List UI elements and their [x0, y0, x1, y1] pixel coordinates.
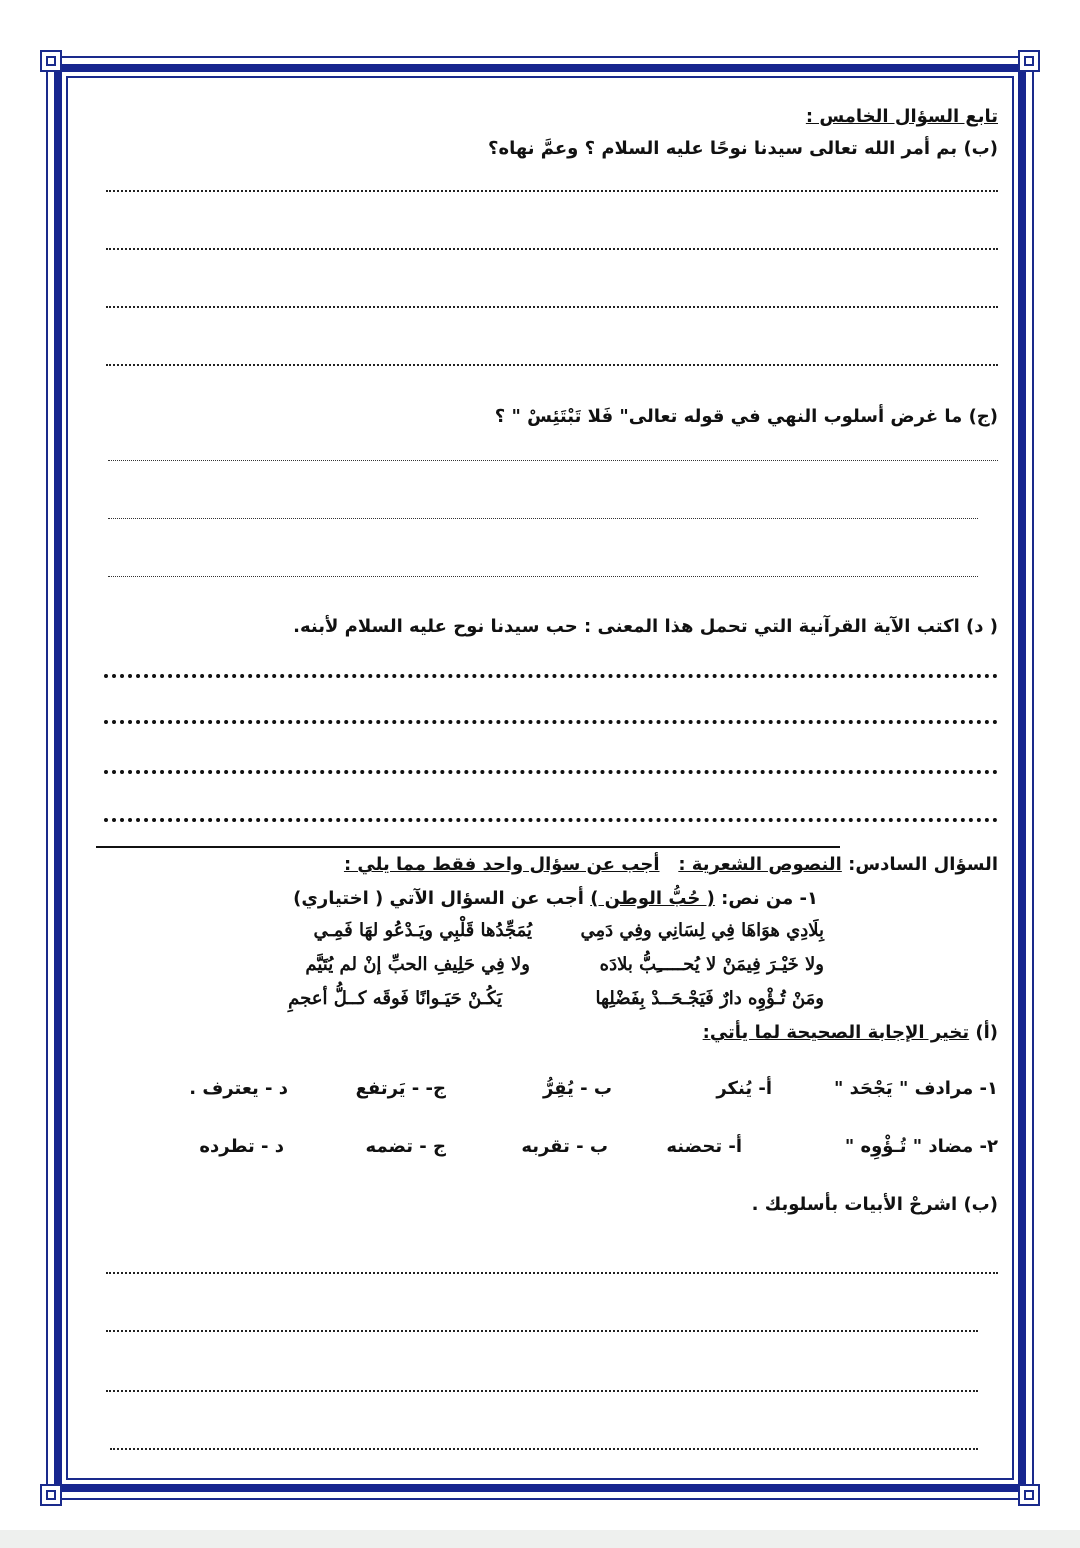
- q5-heading: تابع السؤال الخامس :: [805, 106, 998, 127]
- answer-line[interactable]: [106, 190, 998, 192]
- border-corner-ornament: [1018, 50, 1040, 72]
- q6-a-label: (أ): [975, 1022, 998, 1043]
- border-corner-ornament: [40, 1484, 62, 1506]
- answer-line[interactable]: [108, 576, 978, 577]
- answer-line[interactable]: [104, 674, 998, 678]
- q6-text-prefix: ١- من نص:: [721, 888, 818, 909]
- q6-text-suffix: أجب عن السؤال الآتي ( اختياري): [293, 888, 584, 909]
- border-corner-ornament: [40, 50, 62, 72]
- mcq-option[interactable]: أ- يُنكر: [716, 1078, 772, 1099]
- verse-second-half: ولا فِي حَلِيفِ الحبِّ إنْ لم يُتَيَّم: [305, 954, 530, 975]
- answer-line[interactable]: [106, 1390, 978, 1392]
- mcq-option[interactable]: د - يعترف .: [189, 1078, 288, 1099]
- mcq-option[interactable]: ج - تضمه: [365, 1136, 446, 1157]
- verse-second-half: يَكُـنْ حَيَـوانًا فَوقَه كــلُّ أعجمِ: [288, 988, 502, 1009]
- q6-text-line: [293, 888, 818, 909]
- answer-line[interactable]: [104, 770, 998, 774]
- answer-line[interactable]: [106, 306, 998, 308]
- border-corner-ornament: [1018, 1484, 1040, 1506]
- q6-a-heading: [703, 1022, 998, 1043]
- verse-first-half: بِلَادِي هوَاهَا فِي لِسَانِي وفِي دَمِي: [580, 920, 824, 941]
- q6-a-title: تخير الإجابة الصحيحة لما يأتي:: [702, 1022, 970, 1043]
- mcq-stem: ٢- مضاد " تُـؤْوِه ": [844, 1136, 998, 1157]
- mcq-option[interactable]: ب - تقربه: [521, 1136, 608, 1157]
- q6-heading: [344, 854, 998, 875]
- q5-c-question: (ج) ما غرض أسلوب النهي في قوله تعالى" فَلا تَبْتَئِسْ " ؟: [494, 406, 998, 427]
- section-divider: [96, 846, 840, 848]
- answer-line[interactable]: [104, 818, 998, 822]
- mcq-option[interactable]: د - تطرده: [199, 1136, 284, 1157]
- q5-d-question: ( د) اكتب الآية القرآنية التي تحمل هذا المعنى : حب سيدنا نوح عليه السلام لأبنه.: [293, 616, 998, 637]
- q6-instruction: أجب عن سؤال واحد فقط مما يلي :: [343, 854, 660, 875]
- page-border-inner: [66, 76, 1014, 1480]
- q5-b-question: (ب) بم أمر الله تعالى سيدنا نوحًا عليه السلام ؟ وعمَّ نهاه؟: [488, 138, 998, 159]
- answer-line[interactable]: [106, 364, 998, 366]
- verse-second-half: يُمَجِّدُها قَلْبِي ويَـدْعُو لهَا فَمِـي: [313, 920, 532, 941]
- verse-first-half: ومَنْ تُـؤْوِه دارٌ فَيَجْـحَــدْ بِفَضْلِها: [595, 988, 824, 1009]
- q6-title: السؤال السادس:: [848, 854, 998, 875]
- mcq-stem: ١- مرادف " يَجْحَد ": [833, 1078, 998, 1099]
- answer-line[interactable]: [108, 518, 978, 519]
- answer-line[interactable]: [106, 1330, 978, 1332]
- q6-subtitle: النصوص الشعرية :: [678, 854, 842, 875]
- mcq-option[interactable]: ب - يُقِرُّ: [542, 1078, 612, 1099]
- q6-text-name: ( حُبُّ الوطن ): [590, 888, 715, 909]
- answer-line[interactable]: [106, 1272, 998, 1274]
- answer-line[interactable]: [110, 1448, 978, 1450]
- answer-line[interactable]: [106, 248, 998, 250]
- q6-b-question: (ب) اشرحْ الأبيات بأسلوبك .: [751, 1194, 998, 1215]
- verse-first-half: ولا خَيْـرَ فِيمَنْ لا يُحـــــِبُّ بلادَه: [599, 954, 824, 975]
- answer-line[interactable]: [108, 460, 998, 461]
- mcq-option[interactable]: ج- - يَرتفع: [355, 1078, 446, 1099]
- answer-line[interactable]: [104, 720, 998, 724]
- mcq-option[interactable]: أ- تحضنه: [666, 1136, 742, 1157]
